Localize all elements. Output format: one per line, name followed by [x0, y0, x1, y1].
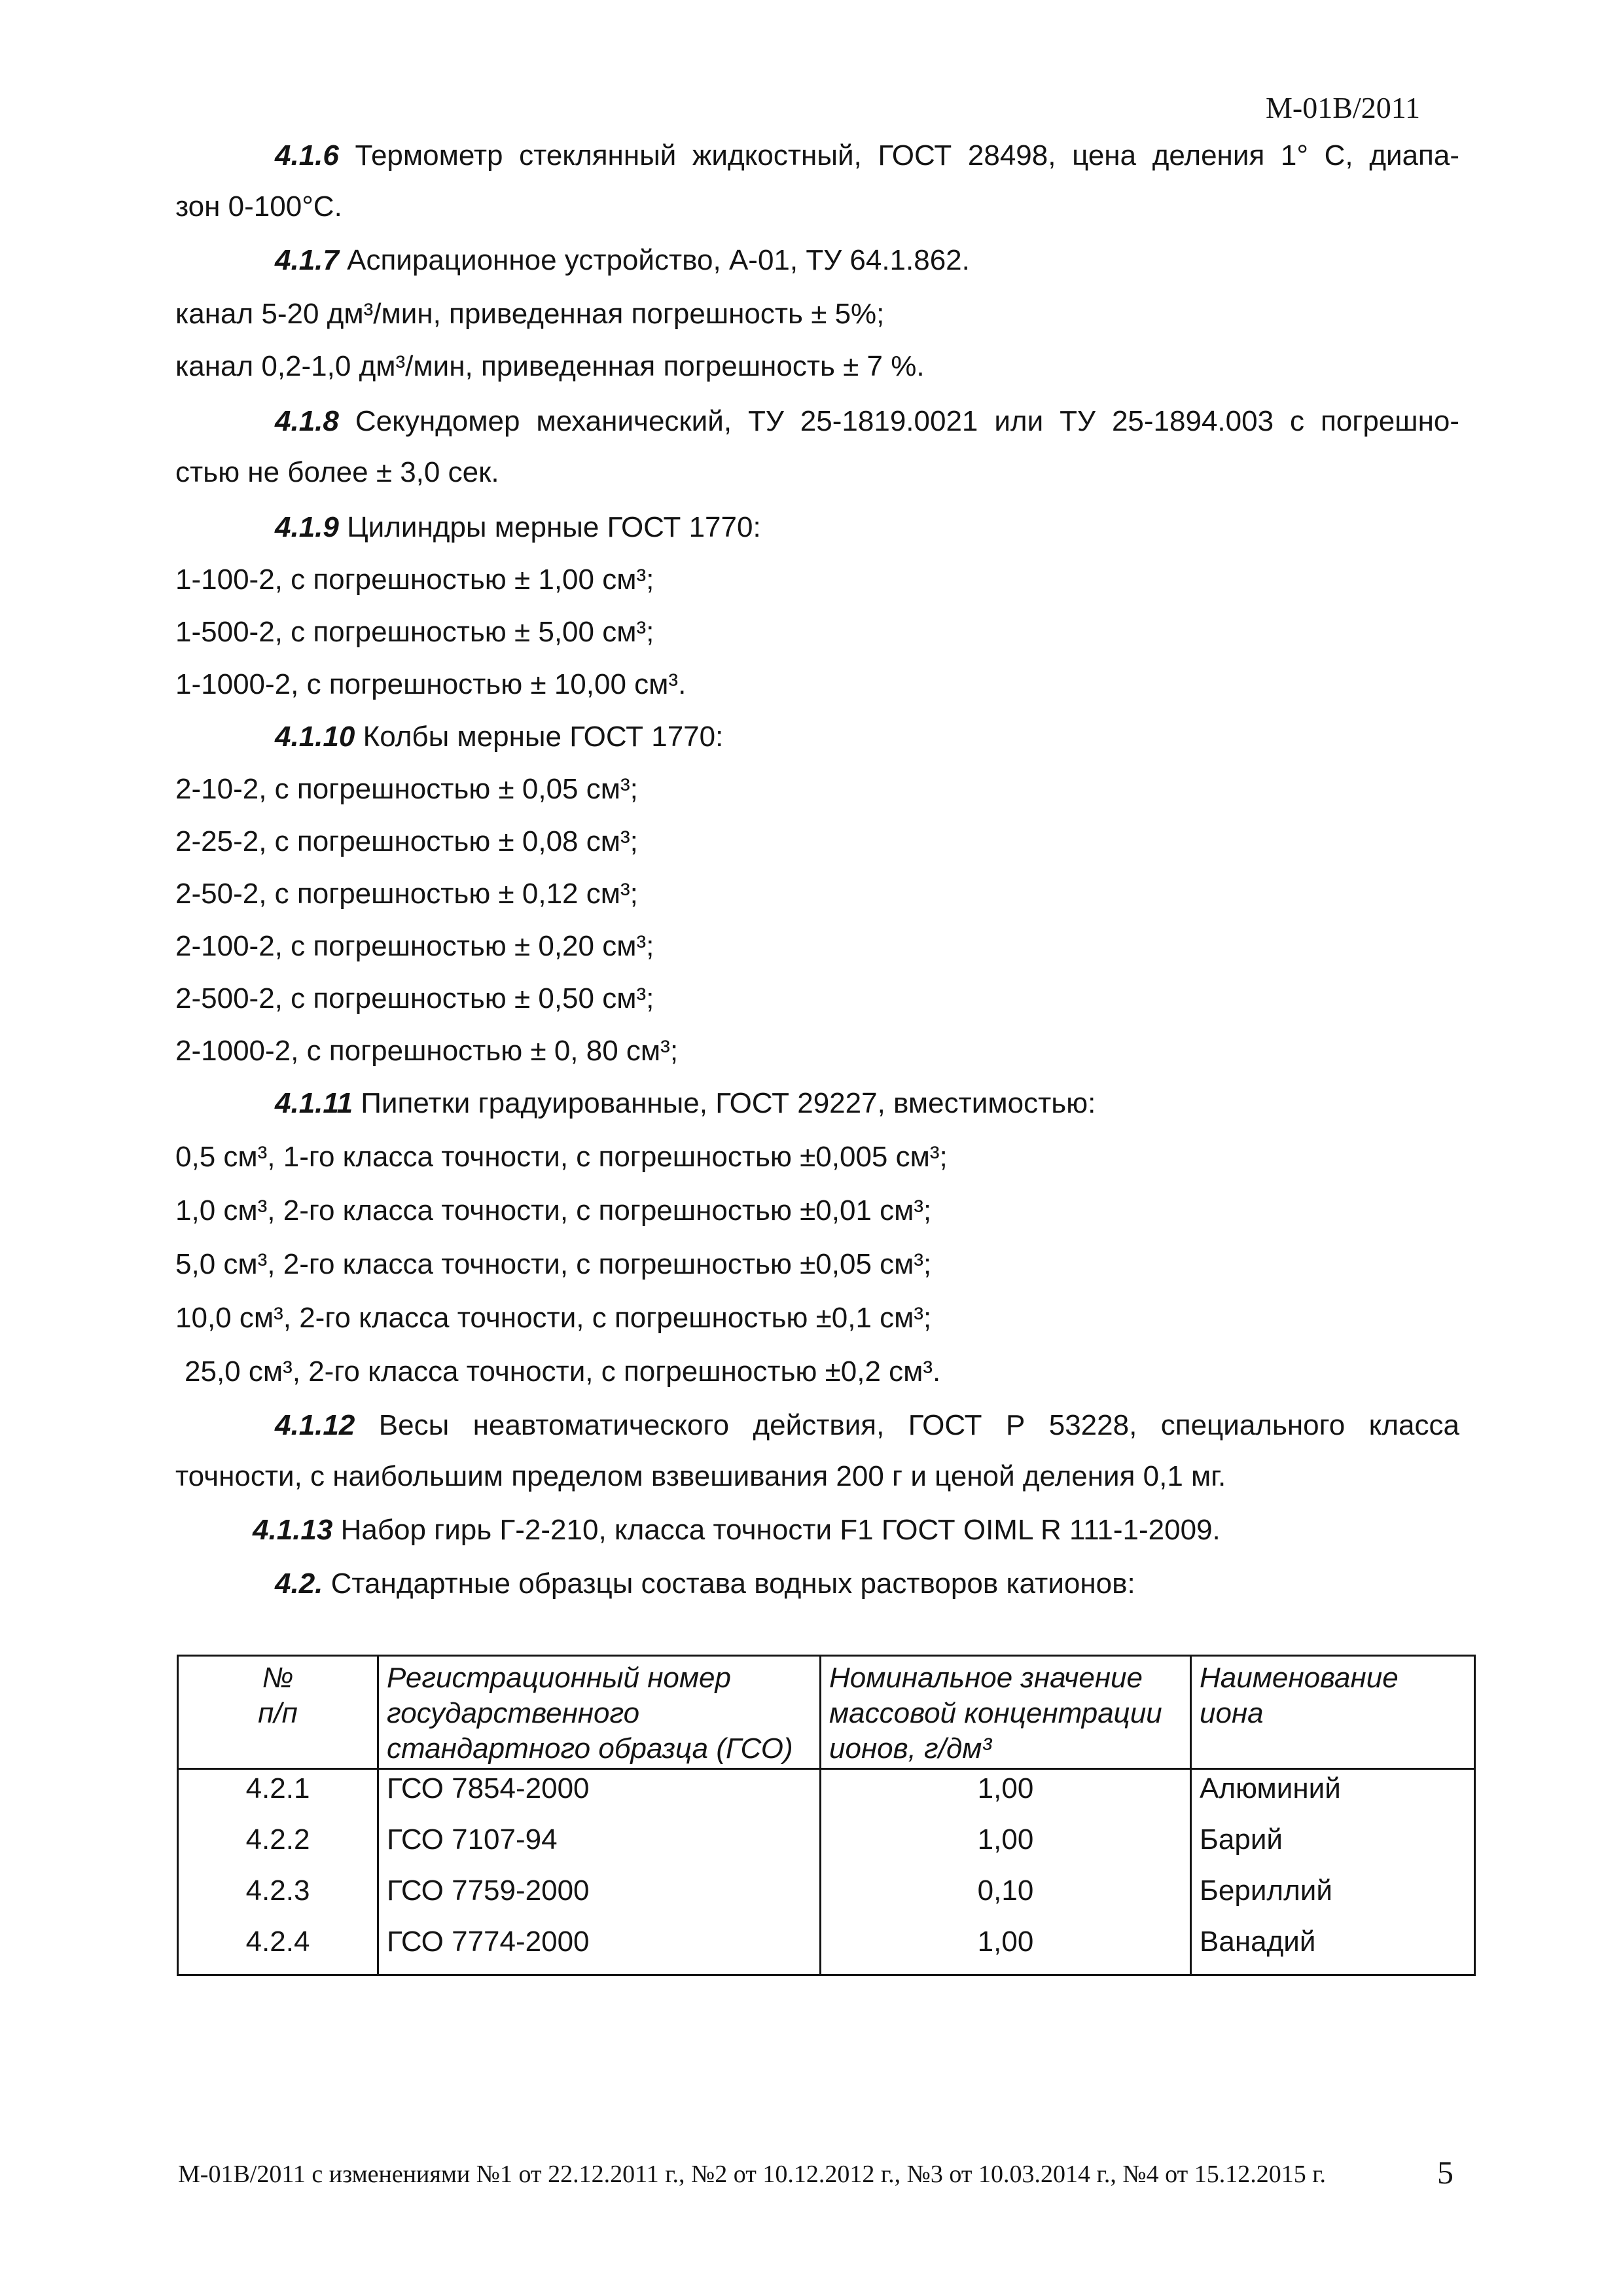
- footer-revisions: М-01В/2011 с изменениями №1 от 22.12.2011 г., №2 от 10.12.2012 г., №3 от 10.03.2014 г., №4 от 15.12.2015 г.: [178, 2161, 1326, 2188]
- item-text: Колбы мерные ГОСТ 1770:: [355, 721, 724, 753]
- table-row: [178, 1872, 1475, 1923]
- item-text: Весы неавтоматического действия, ГОСТ Р 53228, специального класса: [355, 1409, 1459, 1441]
- item-number: 4.2.: [275, 1568, 323, 1600]
- item-4-1-12-line1: [275, 1408, 1459, 1443]
- list-item: 5,0 см³, 2-го класса точности, с погрешностью ±0,05 см³;: [175, 1248, 932, 1280]
- table-row: [178, 1821, 1475, 1872]
- list-item: 2-50-2, с погрешностью ± 0,12 см³;: [175, 878, 638, 910]
- list-item: 1,0 см³, 2-го класса точности, с погрешностью ±0,01 см³;: [175, 1194, 932, 1227]
- cell-ion: Ванадий: [1191, 1923, 1475, 1975]
- list-item: 2-10-2, с погрешностью ± 0,05 см³;: [175, 773, 638, 805]
- item-text: Термометр стеклянный жидкостный, ГОСТ 28498, цена деления 1° С, диапа-: [338, 139, 1459, 171]
- list-item: 10,0 см³, 2-го класса точности, с погрешностью ±0,1 см³;: [175, 1302, 932, 1334]
- list-item: канал 0,2-1,0 дм³/мин, приведенная погрешность ± 7 %.: [175, 350, 925, 382]
- cell-gso: ГСО 7774-2000: [378, 1923, 821, 1975]
- list-item: 25,0 см³, 2-го класса точности, с погрешностью ±0,2 см³.: [185, 1355, 941, 1388]
- cell-value: 1,00: [821, 1769, 1191, 1821]
- cell-number: 4.2.4: [178, 1923, 378, 1975]
- column-header-ion: Наименование иона: [1191, 1656, 1475, 1769]
- item-number: 4.1.12: [275, 1409, 355, 1441]
- cell-value: 1,00: [821, 1923, 1191, 1975]
- page-number: 5: [1437, 2154, 1454, 2191]
- list-item: 2-1000-2, с погрешностью ± 0, 80 см³;: [175, 1035, 679, 1067]
- cell-gso: ГСО 7759-2000: [378, 1872, 821, 1923]
- cell-value: 1,00: [821, 1821, 1191, 1872]
- standard-samples-table: [177, 1655, 1476, 1976]
- column-header-concentration: Номинальное значение массовой концентрации ионов, г/дм³: [821, 1656, 1191, 1769]
- list-item: 0,5 см³, 1-го класса точности, с погрешностью ±0,005 см³;: [175, 1141, 948, 1173]
- list-item: 2-500-2, с погрешностью ± 0,50 см³;: [175, 982, 654, 1014]
- cell-gso: ГСО 7854-2000: [378, 1769, 821, 1821]
- item-4-1-8-line1: [275, 404, 1459, 439]
- item-4-1-12-line2: точности, с наибольшим пределом взвешивания 200 г и ценой деления 0,1 мг.: [175, 1460, 1226, 1492]
- cell-value: 0,10: [821, 1872, 1191, 1923]
- item-text: Аспирационное устройство, А-01, ТУ 64.1.862.: [338, 244, 970, 276]
- cell-number: 4.2.2: [178, 1821, 378, 1872]
- item-number: 4.1.7: [275, 244, 339, 276]
- item-4-1-8-line2: стью не более ± 3,0 сек.: [175, 456, 499, 488]
- list-item: 2-100-2, с погрешностью ± 0,20 см³;: [175, 930, 654, 962]
- item-4-1-6-line1: [275, 139, 1459, 173]
- item-number: 4.1.13: [253, 1514, 333, 1546]
- item-number: 4.1.8: [275, 405, 339, 437]
- item-4-1-10: [275, 720, 723, 754]
- column-header-number: № п/п: [178, 1656, 378, 1769]
- document-code: М-01В/2011: [1266, 91, 1420, 124]
- item-number: 4.1.10: [275, 721, 355, 753]
- cell-ion: Алюминий: [1191, 1769, 1475, 1821]
- item-text: Пипетки градуированные, ГОСТ 29227, вместимостью:: [353, 1087, 1096, 1119]
- list-item: 1-100-2, с погрешностью ± 1,00 см³;: [175, 564, 654, 596]
- item-text: Цилиндры мерные ГОСТ 1770:: [338, 511, 761, 543]
- item-4-1-7: [275, 243, 970, 278]
- table-row: [178, 1923, 1475, 1975]
- item-text: Стандартные образцы состава водных растворов катионов:: [323, 1568, 1135, 1600]
- cell-gso: ГСО 7107-94: [378, 1821, 821, 1872]
- item-4-2: [275, 1567, 1135, 1601]
- cell-ion: Барий: [1191, 1821, 1475, 1872]
- item-number: 4.1.9: [275, 511, 339, 543]
- table-row: [178, 1769, 1475, 1821]
- list-item: 2-25-2, с погрешностью ± 0,08 см³;: [175, 825, 638, 857]
- item-number: 4.1.6: [275, 139, 339, 171]
- item-4-1-13: [253, 1513, 1221, 1547]
- table-header-row: [178, 1656, 1475, 1769]
- item-4-1-11: [275, 1086, 1096, 1121]
- cell-ion: Бериллий: [1191, 1872, 1475, 1923]
- column-header-registration: Регистрационный номер государственного стандартного образца (ГСО): [378, 1656, 821, 1769]
- item-4-1-9: [275, 511, 761, 545]
- cell-number: 4.2.1: [178, 1769, 378, 1821]
- cell-number: 4.2.3: [178, 1872, 378, 1923]
- list-item: 1-500-2, с погрешностью ± 5,00 см³;: [175, 616, 654, 648]
- item-text: Набор гирь Г-2-210, класса точности F1 ГОСТ OIML R 111-1-2009.: [332, 1514, 1221, 1546]
- list-item: канал 5-20 дм³/мин, приведенная погрешность ± 5%;: [175, 298, 885, 330]
- item-text: Секундомер механический, ТУ 25-1819.0021 или ТУ 25-1894.003 с погрешно-: [338, 405, 1459, 437]
- item-number: 4.1.11: [275, 1087, 353, 1119]
- list-item: 1-1000-2, с погрешностью ± 10,00 см³.: [175, 668, 687, 700]
- item-4-1-6-line2: зон 0-100°С.: [175, 190, 342, 223]
